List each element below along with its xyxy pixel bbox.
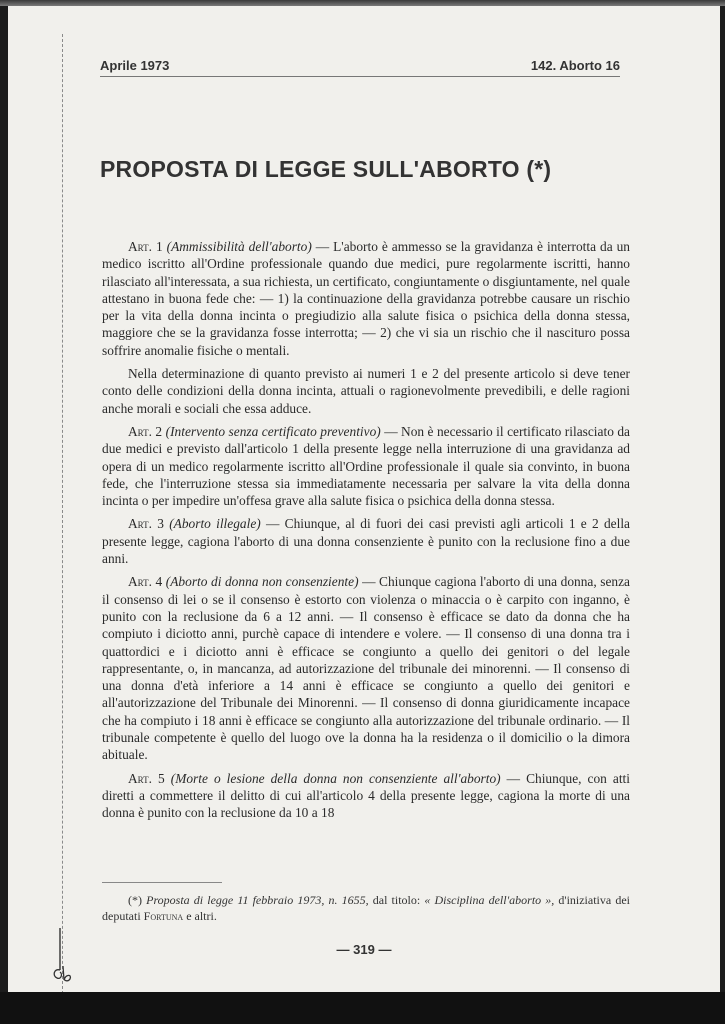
footnote-source: Proposta di legge 11 febbraio 1973, n. 1655, — [146, 893, 369, 907]
header-date: Aprile 1973 — [100, 58, 170, 73]
page-title: PROPOSTA DI LEGGE SULL'ABORTO (*) — [100, 156, 552, 182]
article-5 — [102, 770, 630, 822]
page-number: — 319 — — [336, 942, 392, 957]
footnote-text-1: dal titolo: — [368, 893, 425, 907]
article-4-text: — Chiunque cagiona l'aborto di una donna, senza il consenso di lei o se il consenso è estorto con violenza o minaccia o è carpito con inganno, è punito con la reclusione da 6 a 12 anni. — Il consenso è efficace se dato da donna che ha compiuto i diciotto anni, purchè capace di intendere e volere. — Il consenso di una donna tra i quattordici e i diciotto anni è efficace se congiunto a quello dei genitori o del legale rappresentante, o, in mancanza, ad autorizzazione del tribunale dei minorenni. — Il consenso di una donna d'età inferiore a 14 anni è efficace se congiunto a quello dei genitori e all'autorizzazione del Tribunale dei Minorenni. — Il consenso di donna giuridicamente incapace che ha compiuto i 18 anni è efficace se congiunto alla autorizzazione del tribunale ordinario. — Il tribunale competente è quello del luogo ove la donna ha la residenza o il domicilio o la dimora abituale. — [102, 574, 630, 763]
article-2-title: (Intervento senza certificato preventivo) — [165, 423, 381, 439]
article-4-title: (Aborto di donna non consenziente) — [165, 574, 359, 590]
body-text — [102, 238, 630, 828]
handwritten-margin-mark — [48, 926, 78, 986]
footnote-deputy-name: Fortuna — [143, 909, 184, 923]
footnote-text-2: d'iniziativa dei deputati — [102, 893, 630, 923]
article-5-text: — Chiunque, con atti diretti a commettere il delitto di cui all'articolo 4 della presente legge, cagiona la morte di una donna è punito con la reclusione da 10 a 18 — [102, 770, 630, 821]
article-1-number: Art. 1 — [128, 239, 163, 254]
article-3-text: — Chiunque, al di fuori dei casi previsti agli articoli 1 e 2 della presente legge, cagiona l'aborto di una donna consenziente è punito con la reclusione fino a due anni. — [102, 516, 630, 567]
article-2-number: Art. 2 — [128, 423, 163, 439]
footnote — [102, 892, 630, 924]
footnote-text-3: e altri. — [183, 909, 217, 923]
article-1-text: — L'aborto è ammesso se la gravidanza è interrotta da un medico iscritto all'Ordine professionale quando due medici, pure regolarmente iscritti, hanno rilasciato all'interessata, a sua richiesta, un certificato, congiuntamente o disgiuntamente, nel quale attestano in buona fede che: — 1) la continuazione della gravidanza potrebbe causare un rischio per la vita della donna incinta o pregiudizio alla salute fisica o psichica della donna stessa, maggiore che se la gravidanza fosse interrotta; — 2) che vi sia un rischio che il nascituro possa soffrire anomalie fisiche o mentali. — [102, 239, 630, 358]
article-5-title: (Morte o lesione della donna non consenziente all'aborto) — [170, 770, 501, 786]
footnote-rule — [102, 882, 222, 883]
article-3-number: Art. 3 — [128, 516, 164, 532]
article-1-paragraph-2-text: Nella determinazione di quanto previsto ai numeri 1 e 2 del presente articolo si deve tener conto delle condizioni della donna incinta, attuali o ragionevolmente prevedibili, e delle ragioni anche morali e sociali che essa adduce. — [102, 366, 630, 416]
article-1-title: (Ammissibilità dell'aborto) — [166, 239, 312, 254]
binding-dashed-line — [62, 34, 63, 992]
scan-bottom-edge — [0, 992, 725, 1024]
article-4 — [102, 573, 630, 763]
article-2 — [102, 423, 630, 509]
document-page — [8, 6, 720, 992]
footnote-marker: (*) — [128, 893, 142, 907]
footnote-bill-title: « Disciplina dell'aborto », — [424, 893, 555, 907]
article-3-title: (Aborto illegale) — [169, 516, 261, 532]
article-5-number: Art. 5 — [128, 770, 165, 786]
article-2-text: — Non è necessario il certificato rilasciato da due medici e previsto dall'articolo 1 della presente legge nella interruzione di una gravidanza ad opera di un medico regolarmente iscritto all'Ordine professionale il quale sia convinto, in buona fede, che l'interruzione stessa sia immediatamente necessaria per salvare la vita della donna incinta o per impedire un'offesa grave alla salute fisica o psichica della donna stessa. — [102, 423, 630, 509]
article-3 — [102, 515, 630, 567]
header-reference: 142. Aborto 16 — [530, 58, 620, 73]
article-4-number: Art. 4 — [128, 574, 163, 590]
header-rule — [100, 76, 620, 77]
article-1-paragraph-2 — [102, 365, 630, 417]
article-1 — [102, 238, 630, 359]
